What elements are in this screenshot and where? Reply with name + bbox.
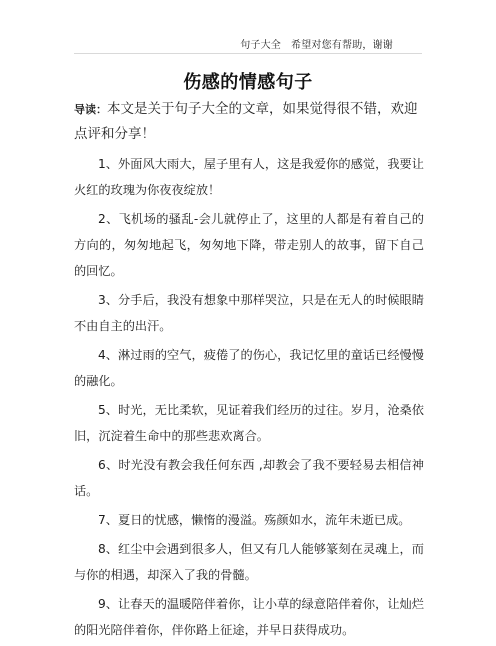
intro-paragraph — [74, 97, 424, 147]
intro-text: 本文是关于句子大全的文章，如果觉得很不错，欢迎点评和分享！ — [74, 101, 418, 142]
sentence-item-2: 2、飞机场的骚乱-会儿就停止了，这里的人都是有着自己的方向的，匆匆地起飞，匆匆地下降，带走别人的故事，留下自己的回忆。 — [74, 212, 424, 278]
header-rule — [74, 53, 422, 54]
sentence-item-9: 9、让春天的温暖陪伴着你，让小草的绿意陪伴着你，让灿烂的阳光陪伴着你，伴你路上征途，并早日获得成功。 — [74, 597, 424, 637]
sentence-item-8: 8、红尘中会遇到很多人，但又有几人能够篆刻在灵魂上，而与你的相遇，却深入了我的骨髓。 — [74, 542, 424, 582]
header-note — [240, 36, 393, 51]
header-site-name: 句子大全 — [240, 40, 281, 51]
sentence-item-4: 4、淋过雨的空气，疲倦了的伤心，我记忆里的童话已经慢慢的融化。 — [74, 348, 424, 388]
intro-label: 导读： — [74, 103, 107, 116]
sentence-item-7: 7、夏日的忧感，懒惰的漫溢。殇颜如水，流年未逝已成。 — [98, 513, 411, 527]
article-body — [74, 97, 424, 646]
sentence-item-6: 6、时光没有教会我任何东西 ,却教会了我不要轻易去相信神话。 — [74, 458, 424, 498]
sentence-item-1: 1、外面风大雨大，屋子里有人，这是我爱你的感觉，我要让火红的玫瑰为你夜夜绽放！ — [74, 157, 424, 197]
header-slogan: 希望对您有帮助，谢谢 — [291, 40, 393, 51]
sentence-item-3: 3、分手后，我没有想象中那样哭泣，只是在无人的时候眼睛不由自主的出汗。 — [74, 293, 424, 333]
sentence-item-5: 5、时光，无比柔软，见证着我们经历的过往。岁月，沧桑依旧，沉淀着生命中的那些悲欢离合。 — [74, 403, 424, 443]
page-title: 伤感的情感句子 — [183, 72, 313, 93]
